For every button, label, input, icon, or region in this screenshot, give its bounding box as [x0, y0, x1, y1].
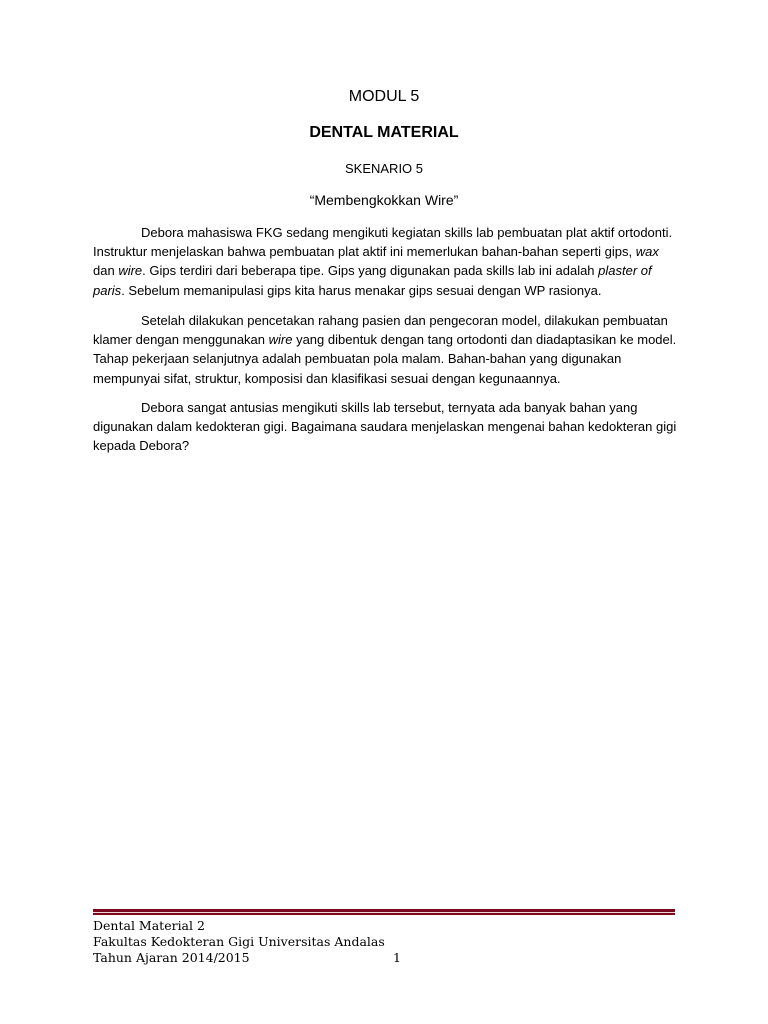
- paragraph-3-text: Debora sangat antusias mengikuti skills lab tersebut, ternyata ada banyak bahan yang digunakan dalam kedokteran gigi. Bagaimana saudara menjelaskan mengenai bahan kedokteran gigi kepada Debora?: [93, 400, 677, 454]
- footer-rule-bottom: [93, 913, 675, 915]
- paragraph-2-text-a: Setelah dilakukan pencetakan rahang pasien dan pengecoran model, dilakukan pembuatan klamer dengan menggunakan: [93, 313, 668, 348]
- paragraph-1-italic-wax: wax: [635, 244, 659, 260]
- paragraph-1-text-b: dan: [93, 263, 119, 279]
- scenario-heading: SKENARIO 5: [344, 161, 424, 176]
- module-heading: MODUL 5: [348, 88, 420, 105]
- paragraph-2: [93, 311, 683, 388]
- footer-faculty: Fakultas Kedokteran Gigi Universitas Andalas: [93, 934, 385, 949]
- paragraph-1-text-d: . Sebelum memanipulasi gips kita harus menakar gips sesuai dengan WP rasionya.: [121, 282, 602, 298]
- paragraph-2-text-b: yang dibentuk dengan tang ortodonti dan diadaptasikan ke model. Tahap pekerjaan selanjutnya adalah pembuatan pola malam. Bahan-bahan yang digunakan mempunyai sifat, struktur, komposisi dan klasifikasi sesuai dengan kegunaannya.: [93, 332, 677, 386]
- paragraph-1-text-a: Debora mahasiswa FKG sedang mengikuti kegiatan skills lab pembuatan plat aktif ortodonti. Instruktur menjelaskan bahwa pembuatan plat aktif ini memerlukan bahan-bahan seperti gips,: [93, 225, 673, 260]
- footer-course: Dental Material 2: [93, 918, 205, 933]
- paragraph-1: [93, 223, 683, 300]
- paragraph-1-italic-plaster: plaster of paris: [93, 263, 652, 298]
- paragraph-2-italic-wire: wire: [268, 332, 293, 348]
- paragraph-1-italic-wire: wire: [118, 263, 143, 279]
- paragraph-1-text-c: . Gips terdiri dari beberapa tipe. Gips yang digunakan pada skills lab ini adalah: [142, 263, 599, 279]
- footer-academic-year: Tahun Ajaran 2014/2015: [93, 950, 250, 965]
- paragraph-3: [93, 398, 683, 456]
- scenario-subtitle: “Membengkokkan Wire”: [309, 192, 459, 208]
- page-number: 1: [393, 950, 401, 965]
- document-title: DENTAL MATERIAL: [309, 124, 459, 141]
